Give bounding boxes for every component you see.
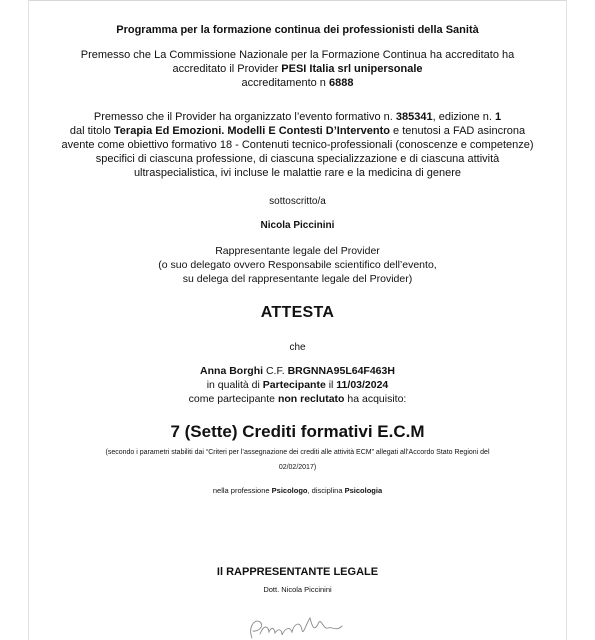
profession-name: Psicologo xyxy=(271,486,308,495)
participant-line3: come partecipante non reclutato ha acquisito: xyxy=(188,393,407,405)
discipline-name: Psicologia xyxy=(344,486,383,495)
legal-representative-title: Il RAPPRESENTANTE LEGALE xyxy=(216,566,379,578)
event-number: 385341 xyxy=(395,111,433,123)
premise-event-line4: specifici di ciascuna professione, di ciascuna specializzazione e di ciascuna attività xyxy=(95,153,500,165)
provider-name: PESI Italia srl unipersonale xyxy=(281,63,423,75)
page-border-left xyxy=(28,0,29,640)
premise-commission-line2: accreditato il Provider PESI Italia srl unipersonale xyxy=(172,63,423,75)
premise-commission xyxy=(40,48,555,90)
credits-heading: 7 (Sette) Crediti formativi E.C.M xyxy=(170,422,425,441)
premise-commission-line1: Premesso che La Commissione Nazionale per la Formazione Continua ha accreditato ha xyxy=(80,49,515,61)
premise-event-line5: ultraspecialistica, ivi incluse le malattie rare e la medicina di genere xyxy=(133,167,462,179)
premise-event xyxy=(40,110,555,180)
legal-representative-name: Dott. Nicola Piccinini xyxy=(263,585,332,594)
premise-event-line3: avente come obiettivo formativo 18 - Contenuti tecnico-professionali (conoscenze e competenze) xyxy=(61,139,534,151)
event-title: Terapia Ed Emozioni. Modelli E Contesti D’Intervento xyxy=(113,125,390,137)
participant-role: Partecipante xyxy=(262,379,326,391)
premise-commission-line3: accreditamento n 6888 xyxy=(241,77,354,89)
premise-event-line2: dal titolo Terapia Ed Emozioni. Modelli E Contesti D’Intervento e tenutosi a FAD asincrona xyxy=(69,125,526,137)
premise-event-line1: Premesso che il Provider ha organizzato l’evento formativo n. 385341, edizione n. 1 xyxy=(93,111,502,123)
accreditation-number: 6888 xyxy=(328,77,354,89)
participant-name: Anna Borghi xyxy=(200,365,264,377)
page-border-top xyxy=(28,0,567,1)
profession-line: nella professione Psicologo, disciplina Psicologia xyxy=(212,486,383,495)
program-title: Programma per la formazione continua dei professionisti della Sanità xyxy=(116,24,479,36)
fiscal-code: BRGNNA95L64F463H xyxy=(287,365,395,377)
page-border-right xyxy=(566,0,567,640)
edition-number: 1 xyxy=(495,111,502,123)
criteria-note: (secondo i parametri stabiliti dai “Criteri per l’assegnazione dei crediti alle attività ECM” allegati all’Accordo Stato Regioni del 02/02/2017) xyxy=(105,449,490,471)
undersigned-label: sottoscritto/a xyxy=(269,196,326,207)
representative-role: Rappresentante legale del Provider (o suo delegato ovvero Responsabile scientifico dell’evento, su delega del rappresentante legale del Provider) xyxy=(158,245,437,285)
participant-block xyxy=(40,364,555,406)
recruit-status: non reclutato xyxy=(277,393,345,405)
che-label: che xyxy=(289,342,306,353)
participant-line1: Anna Borghi C.F. BRGNNA95L64F463H xyxy=(200,365,395,377)
participant-line2: in qualità di Partecipante il 11/03/2024 xyxy=(206,379,389,391)
handwritten-signature xyxy=(238,610,358,640)
attesta-heading: ATTESTA xyxy=(260,304,335,321)
signer-name: Nicola Piccinini xyxy=(260,220,335,231)
participation-date: 11/03/2024 xyxy=(336,379,389,391)
